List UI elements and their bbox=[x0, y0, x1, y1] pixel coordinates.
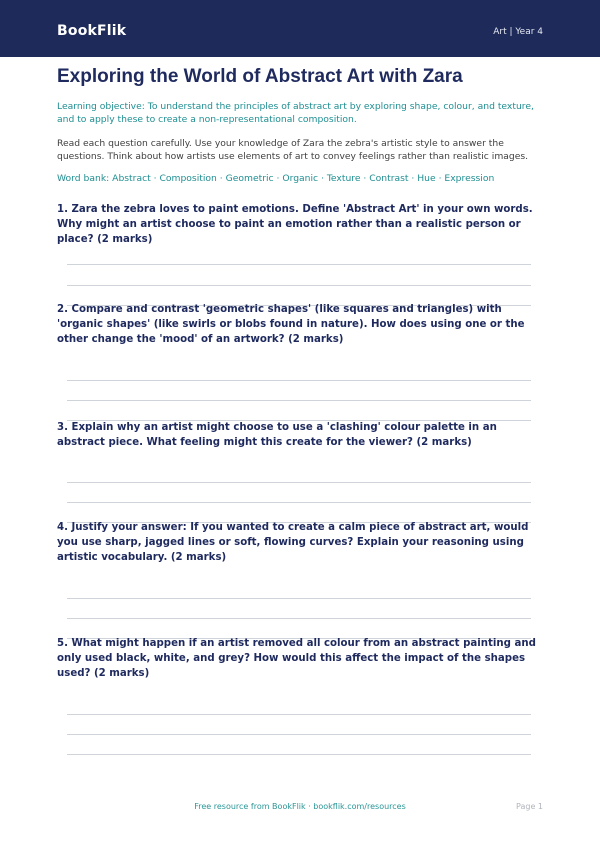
page-number: Page 1 bbox=[516, 802, 543, 811]
answer-line[interactable] bbox=[67, 618, 531, 619]
answer-line[interactable] bbox=[67, 400, 531, 401]
answer-line[interactable] bbox=[67, 598, 531, 599]
page-title: Exploring the World of Abstract Art with Zara bbox=[57, 66, 463, 87]
word-bank: Word bank: Abstract · Composition · Geometric · Organic · Texture · Contrast · Hue · Expression bbox=[57, 173, 495, 184]
question-1: 1. Zara the zebra loves to paint emotions. Define 'Abstract Art' in your own words. Why might an artist choose to paint an emotion rather than a realistic person or place? (2 marks) bbox=[57, 204, 533, 245]
answer-line[interactable] bbox=[67, 482, 531, 483]
answer-line[interactable] bbox=[67, 754, 531, 755]
header-bar bbox=[0, 0, 600, 57]
subject-year-label: Art | Year 4 bbox=[493, 27, 543, 37]
question-3: 3. Explain why an artist might choose to use a 'clashing' colour palette in an abstract piece. What feeling might this create for the viewer? (2 marks) bbox=[57, 422, 497, 448]
answer-line[interactable] bbox=[67, 502, 531, 503]
answer-line[interactable] bbox=[67, 714, 531, 715]
instructions: Read each question carefully. Use your knowledge of Zara the zebra's artistic style to answer the questions. Think about how artists use elements of art to convey feelings rather than realistic images. bbox=[57, 138, 529, 162]
question-4: 4. Justify your answer: If you wanted to create a calm piece of abstract art, would you use sharp, jagged lines or soft, flowing curves? Explain your reasoning using artistic vocabulary. (2 marks) bbox=[57, 522, 529, 563]
answer-line[interactable] bbox=[67, 285, 531, 286]
question-5: 5. What might happen if an artist removed all colour from an abstract painting and only used black, white, and grey? How would this affect the impact of the shapes used? (2 marks) bbox=[57, 638, 536, 679]
brand-logo: BookFlik bbox=[57, 23, 127, 39]
question-2: 2. Compare and contrast 'geometric shapes' (like squares and triangles) with 'organic shapes' (like swirls or blobs found in nature). How does using one or the other change the 'mood' of an artwork? (2 marks) bbox=[57, 304, 525, 345]
answer-line[interactable] bbox=[67, 264, 531, 265]
answer-line[interactable] bbox=[67, 380, 531, 381]
answer-line[interactable] bbox=[67, 734, 531, 735]
footer-text: Free resource from BookFlik · bookflik.com/resources bbox=[194, 802, 406, 811]
learning-objective: Learning objective: To understand the principles of abstract art by exploring shape, colour, and texture, and to apply these to create a non-representational composition. bbox=[57, 101, 534, 125]
